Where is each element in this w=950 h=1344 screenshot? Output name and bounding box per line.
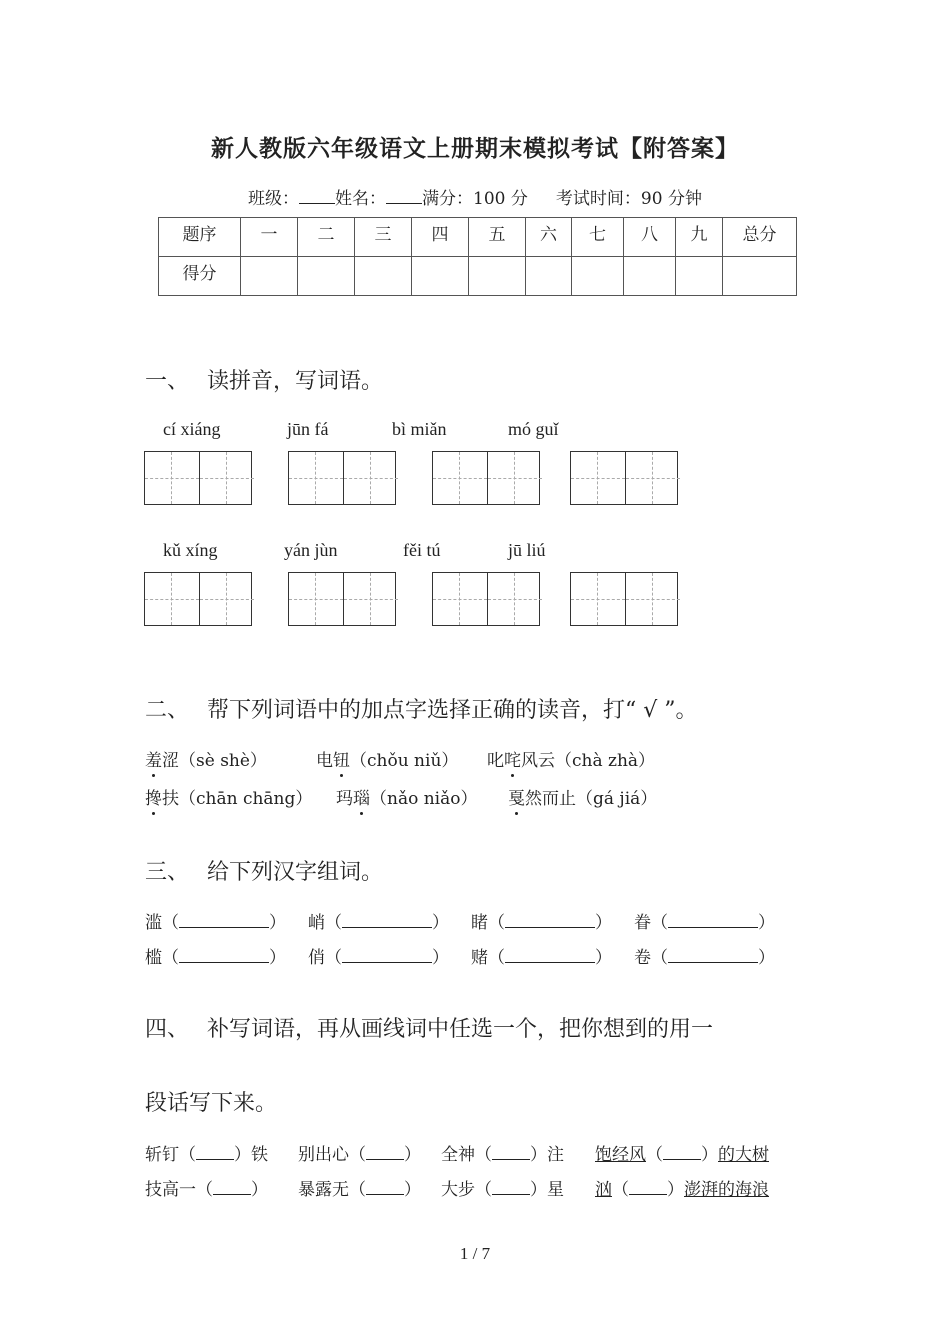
word-item[interactable]: 睹（ ） <box>471 913 612 933</box>
section-title: 帮下列词语中的加点字选择正确的读音，打“ √ ”。 <box>207 698 698 723</box>
answer-blank[interactable] <box>668 948 758 963</box>
pinyin-label: fěi tú <box>403 540 441 560</box>
score-input-cell[interactable] <box>526 257 572 296</box>
char: 滥 <box>145 913 162 933</box>
dotted-char: 瑙 <box>353 789 370 809</box>
underlined-word: 澎湃的海浪 <box>684 1180 769 1200</box>
section-4-heading <box>145 1012 713 1043</box>
score-input-cell[interactable] <box>298 257 355 296</box>
score-input-cell[interactable] <box>572 257 624 296</box>
word-item[interactable]: 滥（ ） <box>145 913 286 933</box>
score-input-cell[interactable] <box>624 257 676 296</box>
answer-blank[interactable] <box>179 948 269 963</box>
writing-grid[interactable] <box>144 572 252 626</box>
score-cell: 三 <box>355 218 412 257</box>
dotted-char: 钮 <box>333 751 350 771</box>
reading-item[interactable] <box>487 746 655 771</box>
full-score: 满分：100 分 <box>422 189 528 209</box>
score-cell: 七 <box>572 218 624 257</box>
idiom-part: ）星 <box>530 1180 564 1200</box>
idiom-part: 别出心（ <box>298 1145 366 1165</box>
writing-grid[interactable] <box>570 572 678 626</box>
word-item[interactable]: 眷（ ） <box>634 913 775 933</box>
score-cell: 总分 <box>723 218 797 257</box>
char: 睹 <box>471 913 488 933</box>
reading-item[interactable] <box>145 784 312 809</box>
reading-options: 然而止（gá jiá） <box>525 789 658 809</box>
section-title: 补写词语，再从画线词中任选一个，把你想到的用一 <box>207 1017 714 1042</box>
reading-options: 风云（chà zhà） <box>521 751 656 771</box>
score-input-cell[interactable] <box>241 257 298 296</box>
idiom-part: ） <box>404 1180 421 1200</box>
char: 卷 <box>634 948 651 968</box>
section-2-heading <box>145 693 698 724</box>
dotted-char: 羞 <box>145 751 162 771</box>
writing-grid[interactable] <box>570 451 678 505</box>
reading-options: 涩（sè shè） <box>162 751 267 771</box>
score-input-cell[interactable] <box>676 257 723 296</box>
char: 眷 <box>634 913 651 933</box>
exam-time: 考试时间：90 分钟 <box>555 189 702 209</box>
reading-item[interactable] <box>508 784 657 809</box>
reading-item[interactable] <box>145 746 267 771</box>
reading-options: 扶（chān chāng） <box>162 789 313 809</box>
pinyin-label: mó guǐ <box>508 419 559 439</box>
word-item[interactable]: 卷（ ） <box>634 948 775 968</box>
section-title: 给下列汉字组词。 <box>207 860 384 885</box>
answer-blank[interactable] <box>629 1180 667 1195</box>
plain-char: 玛 <box>336 789 353 809</box>
pinyin-label: jū liú <box>508 540 546 560</box>
score-cell: 二 <box>298 218 355 257</box>
name-blank[interactable] <box>386 189 422 204</box>
idiom-part: 大步（ <box>441 1180 492 1200</box>
plain-char: 叱 <box>487 751 504 771</box>
dotted-char: 戛 <box>508 789 525 809</box>
answer-blank[interactable] <box>492 1180 530 1195</box>
writing-grid[interactable] <box>432 572 540 626</box>
idiom-item[interactable] <box>441 1175 564 1200</box>
class-blank[interactable] <box>299 189 335 204</box>
idiom-item-underlined[interactable]: 饱经风（ ）的大树 <box>595 1145 769 1165</box>
pinyin-label: kǔ xíng <box>163 540 218 560</box>
pinyin-label: bì miǎn <box>392 419 447 439</box>
idiom-part: 斩钉（ <box>145 1145 196 1165</box>
score-input-cell[interactable] <box>355 257 412 296</box>
dotted-char: 搀 <box>145 789 162 809</box>
answer-blank[interactable] <box>213 1180 251 1195</box>
pinyin-label: cí xiáng <box>163 419 221 439</box>
answer-blank[interactable] <box>663 1145 701 1160</box>
idiom-part: ） <box>404 1145 421 1165</box>
idiom-item[interactable] <box>298 1175 421 1200</box>
answer-blank[interactable] <box>492 1145 530 1160</box>
score-cell: 五 <box>469 218 526 257</box>
word-item[interactable]: 槛（ ） <box>145 948 286 968</box>
page-title: 新人教版六年级语文上册期末模拟考试【附答案】 <box>211 135 739 162</box>
char: 俏 <box>308 948 325 968</box>
char: 赌 <box>471 948 488 968</box>
score-table-score-row <box>159 257 797 296</box>
score-input-cell[interactable] <box>469 257 526 296</box>
idiom-part: ）铁 <box>234 1145 268 1165</box>
underlined-word: 饱经风 <box>595 1145 646 1165</box>
char: 峭 <box>308 913 325 933</box>
writing-grid[interactable] <box>144 451 252 505</box>
underlined-word: 的大树 <box>718 1145 769 1165</box>
score-cell: 四 <box>412 218 469 257</box>
section-1-heading <box>145 364 383 395</box>
answer-blank[interactable] <box>505 948 595 963</box>
reading-options: （nǎo niǎo） <box>370 789 478 809</box>
answer-blank[interactable] <box>366 1180 404 1195</box>
class-label: 班级： <box>248 189 300 209</box>
char: 槛 <box>145 948 162 968</box>
section-4-heading-cont: 段话写下来。 <box>145 1091 278 1116</box>
idiom-part: ） <box>251 1180 268 1200</box>
score-table <box>158 217 797 296</box>
score-cell: 九 <box>676 218 723 257</box>
idiom-item-underlined[interactable]: 汹（ ）澎湃的海浪 <box>595 1180 769 1200</box>
score-input-cell[interactable] <box>412 257 469 296</box>
idiom-item[interactable] <box>441 1140 564 1165</box>
score-row-label: 得分 <box>159 257 241 296</box>
idiom-item[interactable] <box>298 1140 421 1165</box>
answer-blank[interactable] <box>342 913 432 928</box>
answer-blank[interactable] <box>342 948 432 963</box>
idiom-part: 技高一（ <box>145 1180 213 1200</box>
writing-grid[interactable] <box>288 572 396 626</box>
exam-info <box>0 184 950 209</box>
pinyin-label: yán jùn <box>284 540 338 560</box>
answer-blank[interactable] <box>505 913 595 928</box>
score-table-header-row <box>159 218 797 257</box>
idiom-part: ）注 <box>530 1145 564 1165</box>
page-number: 1 / 7 <box>459 1244 491 1263</box>
answer-blank[interactable] <box>196 1145 234 1160</box>
score-cell: 八 <box>624 218 676 257</box>
idiom-part: 全神（ <box>441 1145 492 1165</box>
word-item[interactable]: 俏（ ） <box>308 948 449 968</box>
reading-item[interactable] <box>336 784 477 809</box>
score-cell: 题序 <box>159 218 241 257</box>
underlined-word: 汹 <box>595 1180 612 1200</box>
idiom-item[interactable] <box>145 1140 268 1165</box>
score-cell: 一 <box>241 218 298 257</box>
answer-blank[interactable] <box>668 913 758 928</box>
word-item[interactable]: 峭（ ） <box>308 913 449 933</box>
score-cell: 六 <box>526 218 572 257</box>
reading-options: （chǒu niǔ） <box>350 751 459 771</box>
section-3-heading <box>145 855 383 886</box>
section-number: 四、 <box>145 1017 190 1042</box>
section-number: 二、 <box>145 698 190 723</box>
answer-blank[interactable] <box>366 1145 404 1160</box>
reading-item[interactable] <box>316 746 458 771</box>
answer-blank[interactable] <box>179 913 269 928</box>
writing-grid[interactable] <box>288 451 396 505</box>
name-label: 姓名： <box>335 189 387 209</box>
section-number: 三、 <box>145 860 190 885</box>
plain-char: 电 <box>316 751 333 771</box>
dotted-char: 咤 <box>504 751 521 771</box>
word-item[interactable]: 赌（ ） <box>471 948 612 968</box>
idiom-part: 暴露无（ <box>298 1180 366 1200</box>
writing-grid[interactable] <box>432 451 540 505</box>
section-title: 读拼音，写词语。 <box>207 369 384 394</box>
score-input-cell[interactable] <box>723 257 797 296</box>
pinyin-label: jūn fá <box>287 419 329 439</box>
section-number: 一、 <box>145 369 190 394</box>
idiom-item[interactable] <box>145 1175 268 1200</box>
